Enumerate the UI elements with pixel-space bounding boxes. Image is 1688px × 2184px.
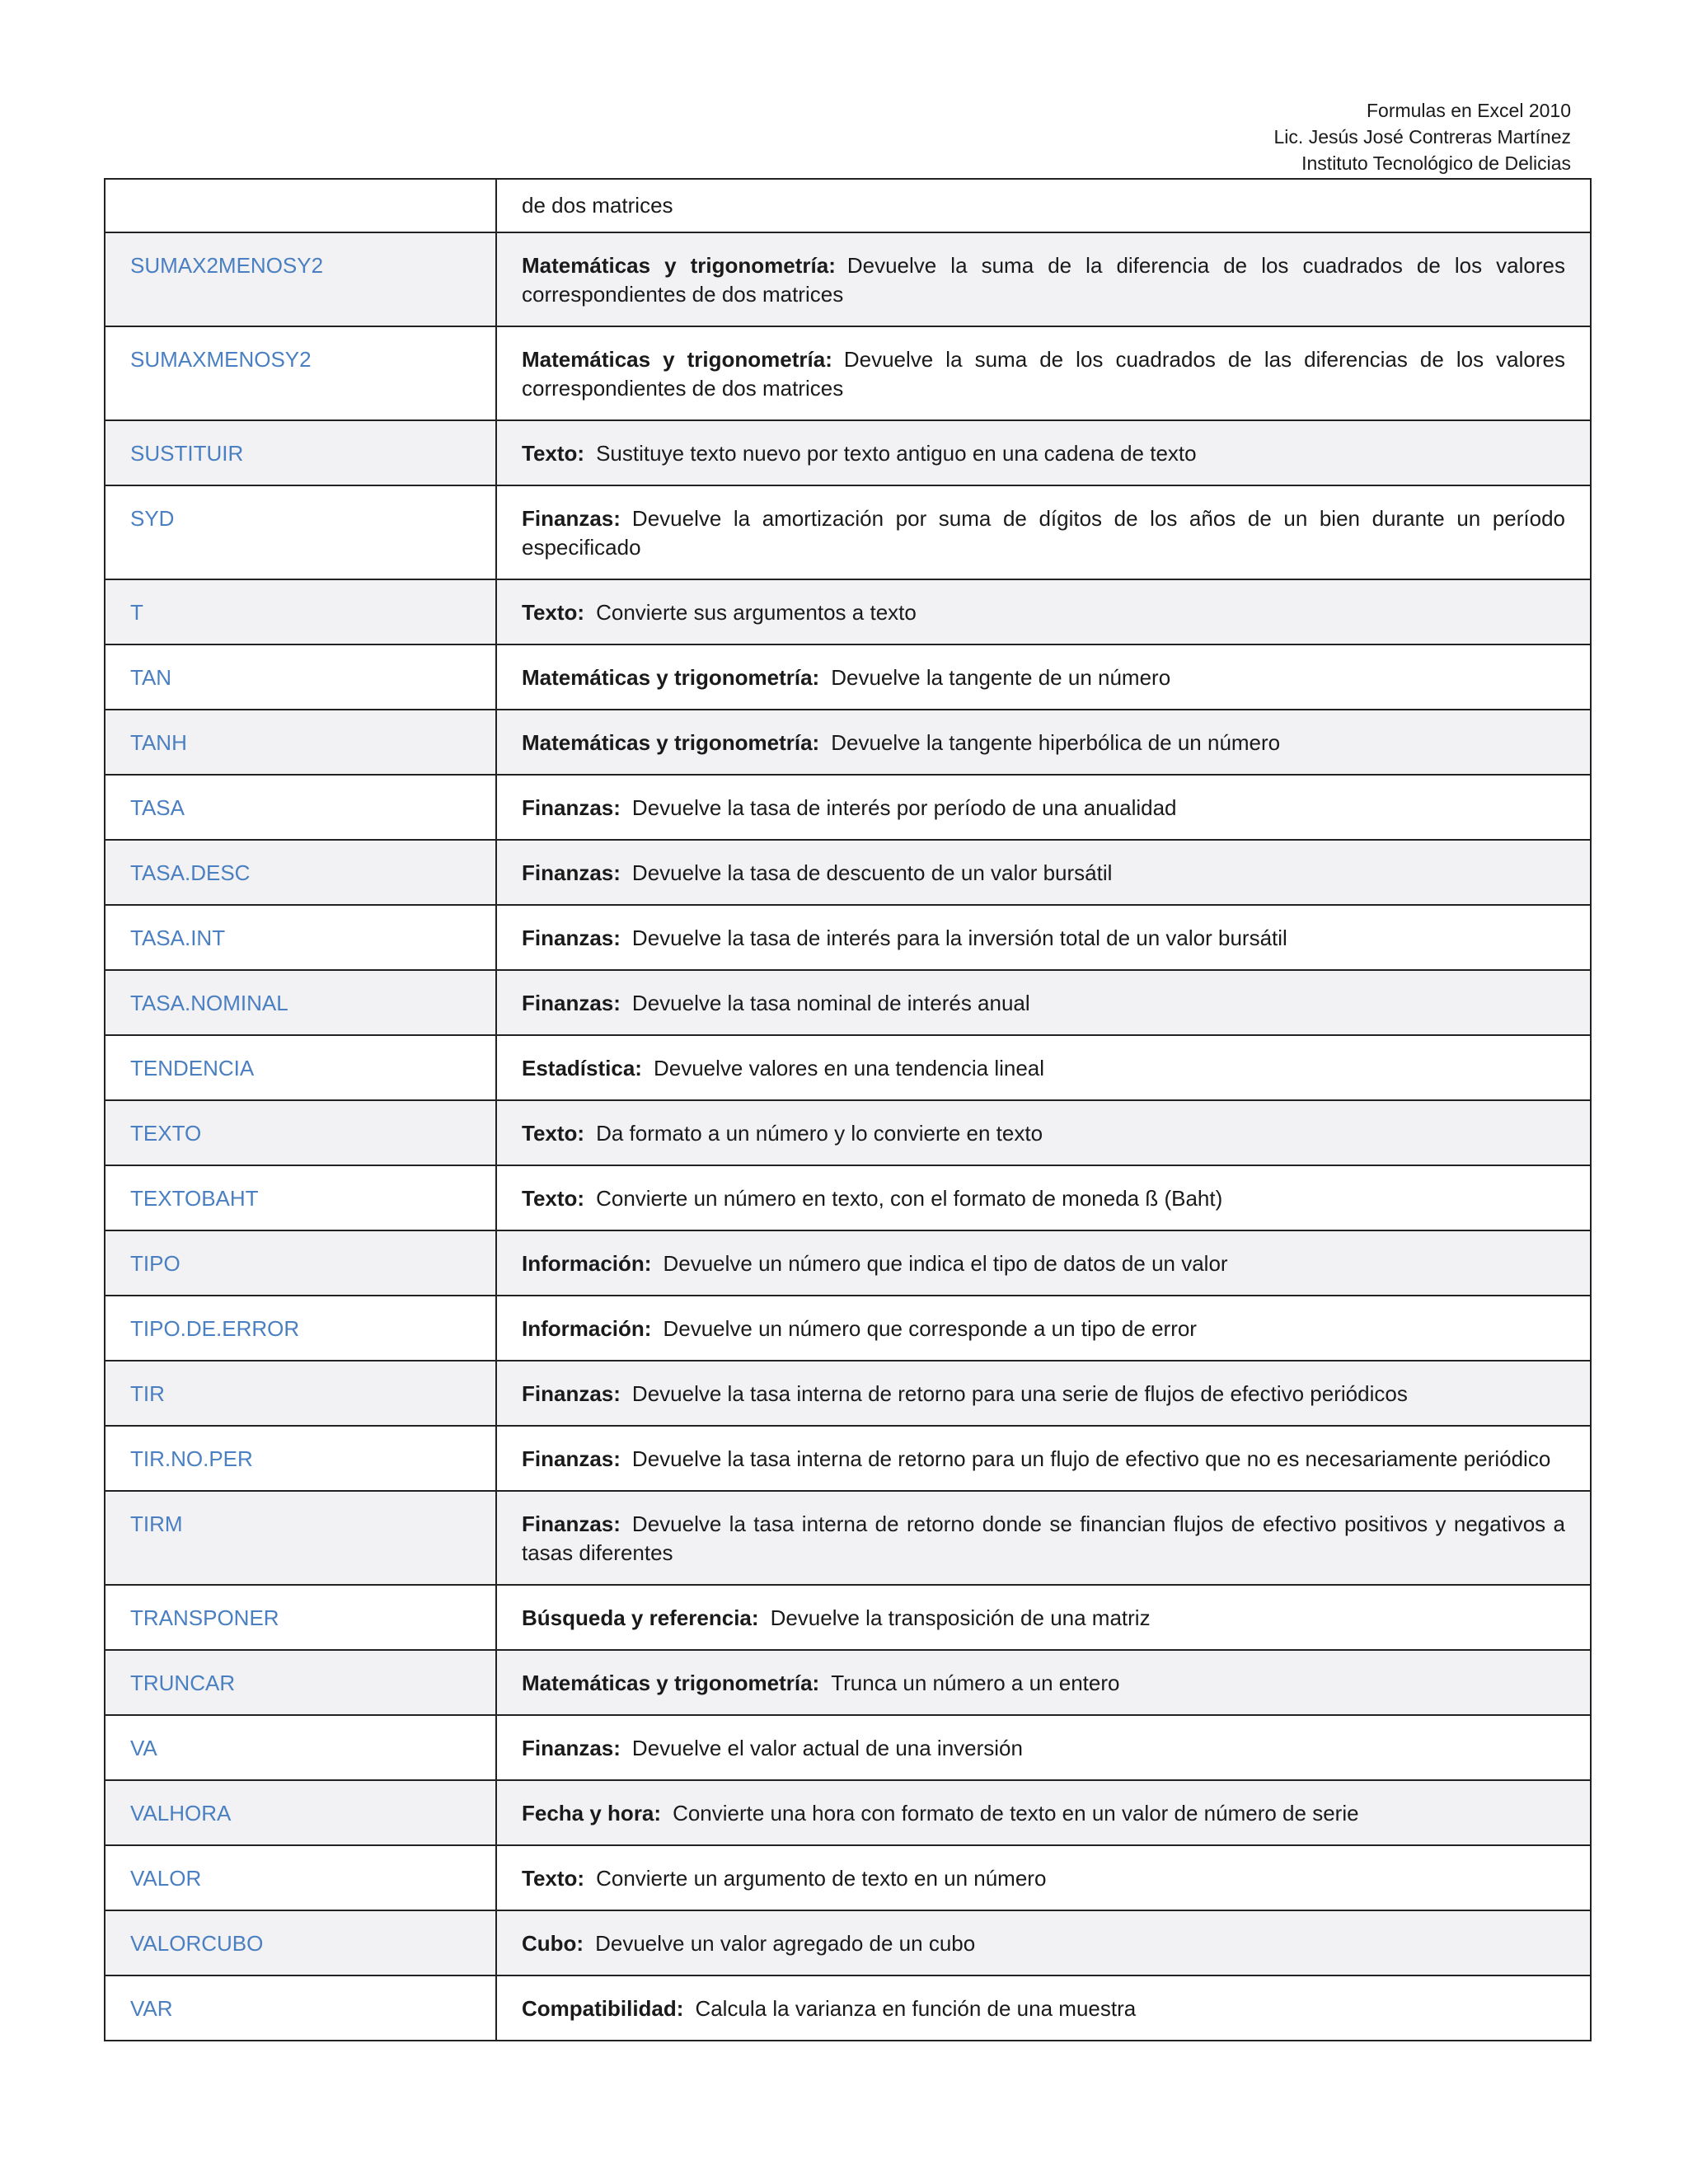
function-name-link[interactable]: TIR.NO.PER [105, 1426, 496, 1491]
function-name-link[interactable]: SUMAX2MENOSY2 [105, 232, 496, 326]
table-row [105, 1780, 1591, 1845]
function-description-cell [496, 840, 1591, 905]
description-text: Devuelve el valor actual de una inversión [631, 1736, 1023, 1760]
function-description-cell [496, 1230, 1591, 1296]
description-text: Sustituye texto nuevo por texto antiguo en una cadena de texto [596, 441, 1197, 466]
function-description-cell [496, 1491, 1591, 1585]
function-category: Finanzas: [522, 926, 621, 950]
function-category: Fecha y hora: [522, 1801, 662, 1825]
function-description-cell [496, 1165, 1591, 1230]
function-category: Información: [522, 1251, 652, 1276]
function-description-cell [496, 579, 1591, 644]
description-text: Devuelve la tasa de interés para la inversión total de un valor bursátil [631, 926, 1287, 950]
header-institution: Instituto Tecnológico de Delicias [1301, 152, 1571, 174]
function-category: Matemáticas y trigonometría: [522, 665, 820, 690]
function-category: Búsqueda y referencia: [522, 1605, 759, 1630]
function-name-link[interactable]: TASA.DESC [105, 840, 496, 905]
function-category: Finanzas: [522, 1511, 621, 1536]
function-description-cell [496, 1845, 1591, 1910]
function-name-link[interactable]: TIPO [105, 1230, 496, 1296]
description-text: Devuelve un número que indica el tipo de datos de un valor [663, 1251, 1228, 1276]
table-row [105, 1585, 1591, 1650]
description-text: Devuelve un valor agregado de un cubo [595, 1931, 976, 1956]
function-name-link[interactable]: TASA.NOMINAL [105, 970, 496, 1035]
description-text: Convierte un argumento de texto en un número [596, 1866, 1047, 1891]
table-row [105, 1910, 1591, 1975]
function-description-cell [496, 420, 1591, 485]
function-name-link[interactable]: VALHORA [105, 1780, 496, 1845]
functions-table [104, 178, 1592, 2041]
function-category: Finanzas: [522, 1381, 621, 1406]
description-text: Devuelve la transposición de una matriz [770, 1605, 1151, 1630]
function-name-link[interactable]: SYD [105, 485, 496, 579]
function-category: Texto: [522, 1866, 585, 1891]
function-name-link[interactable]: TASA.INT [105, 905, 496, 970]
function-name-link[interactable]: TENDENCIA [105, 1035, 496, 1100]
function-description-cell [496, 1650, 1591, 1715]
table-row [105, 1230, 1591, 1296]
function-category: Estadística: [522, 1056, 642, 1080]
function-description-cell [496, 1426, 1591, 1491]
table-row [105, 840, 1591, 905]
description-text: Devuelve la tasa interna de retorno para una serie de flujos de efectivo periódicos [631, 1381, 1408, 1406]
function-description-cell [496, 1715, 1591, 1780]
function-name-link[interactable]: SUSTITUIR [105, 420, 496, 485]
description-text: Convierte una hora con formato de texto en un valor de número de serie [673, 1801, 1359, 1825]
function-category: Finanzas: [522, 860, 621, 885]
table-row [105, 775, 1591, 840]
function-name-link[interactable]: VAR [105, 1975, 496, 2041]
function-description-cell [496, 1975, 1591, 2041]
table-row [105, 1845, 1591, 1910]
table-row [105, 1361, 1591, 1426]
function-name-link[interactable]: TAN [105, 644, 496, 710]
table-row [105, 579, 1591, 644]
table-row [105, 644, 1591, 710]
description-text: Calcula la varianza en función de una muestra [695, 1996, 1137, 2021]
page-header [1274, 97, 1571, 176]
table-row [105, 970, 1591, 1035]
description-text: Devuelve la tasa de interés por período de una anualidad [631, 795, 1177, 820]
table-row [105, 232, 1591, 326]
description-text: Devuelve la amortización por suma de dígitos de los años de un bien durante un período especificado [522, 506, 1565, 560]
functions-table-body [105, 179, 1591, 2041]
function-description-cell [496, 1035, 1591, 1100]
description-text: de dos matrices [522, 193, 673, 218]
function-name-link[interactable]: TASA [105, 775, 496, 840]
function-name-link[interactable]: TIRM [105, 1491, 496, 1585]
function-category: Finanzas: [522, 795, 621, 820]
table-row [105, 420, 1591, 485]
description-text: Devuelve la tasa interna de retorno donde se financian flujos de efectivo positivos y negativos a tasas diferentes [522, 1511, 1565, 1565]
description-text: Devuelve la suma de la diferencia de los cuadrados de los valores correspondientes de dos matrices [522, 253, 1565, 307]
function-category: Matemáticas y trigonometría: [522, 347, 832, 372]
function-category: Matemáticas y trigonometría: [522, 253, 836, 278]
function-name-link[interactable]: TANH [105, 710, 496, 775]
header-document-title: Formulas en Excel 2010 [1366, 100, 1571, 121]
function-description-cell [496, 326, 1591, 420]
function-category: Cubo: [522, 1931, 584, 1956]
function-category: Texto: [522, 1186, 585, 1211]
description-text: Devuelve la tasa interna de retorno para un flujo de efectivo que no es necesariamente periódico [631, 1446, 1551, 1471]
function-category: Finanzas: [522, 991, 621, 1015]
description-text: Devuelve la tasa de descuento de un valor bursátil [631, 860, 1113, 885]
table-row [105, 1165, 1591, 1230]
function-description-cell [496, 1361, 1591, 1426]
table-row [105, 1296, 1591, 1361]
function-category: Matemáticas y trigonometría: [522, 1671, 820, 1695]
function-name-link[interactable]: VA [105, 1715, 496, 1780]
function-name-link[interactable]: T [105, 579, 496, 644]
function-category: Finanzas: [522, 506, 621, 531]
table-row [105, 710, 1591, 775]
function-description-cell [496, 905, 1591, 970]
function-category: Texto: [522, 441, 585, 466]
description-text: Devuelve valores en una tendencia lineal [653, 1056, 1045, 1080]
header-author: Lic. Jesús José Contreras Martínez [1273, 126, 1571, 148]
table-row [105, 326, 1591, 420]
function-description-cell [496, 232, 1591, 326]
function-category: Finanzas: [522, 1446, 621, 1471]
function-name-link[interactable]: VALORCUBO [105, 1910, 496, 1975]
table-row [105, 1100, 1591, 1165]
function-category: Texto: [522, 1121, 585, 1146]
function-name-link[interactable]: TEXTOBAHT [105, 1165, 496, 1230]
function-name-link[interactable]: SUMAXMENOSY2 [105, 326, 496, 420]
function-description-cell [496, 710, 1591, 775]
function-description-cell [496, 970, 1591, 1035]
table-row-continuation [105, 179, 1591, 232]
function-name-link[interactable]: TRUNCAR [105, 1650, 496, 1715]
function-name-link[interactable]: TRANSPONER [105, 1585, 496, 1650]
function-description-cell [496, 179, 1591, 232]
description-text: Da formato a un número y lo convierte en texto [596, 1121, 1043, 1146]
table-row [105, 1975, 1591, 2041]
function-description-cell [496, 1910, 1591, 1975]
function-category: Texto: [522, 600, 585, 625]
function-description-cell [496, 1296, 1591, 1361]
function-name-link[interactable]: TIPO.DE.ERROR [105, 1296, 496, 1361]
function-description-cell [496, 1100, 1591, 1165]
function-category: Compatibilidad: [522, 1996, 684, 2021]
description-text: Devuelve la tasa nominal de interés anual [631, 991, 1030, 1015]
function-description-cell [496, 1780, 1591, 1845]
description-text: Convierte sus argumentos a texto [596, 600, 917, 625]
function-name-link[interactable]: VALOR [105, 1845, 496, 1910]
table-row [105, 485, 1591, 579]
description-text: Convierte un número en texto, con el formato de moneda ß (Baht) [596, 1186, 1223, 1211]
table-row [105, 1491, 1591, 1585]
function-name-cell [105, 179, 496, 232]
function-description-cell [496, 644, 1591, 710]
description-text: Devuelve la suma de los cuadrados de las diferencias de los valores correspondientes de dos matrices [522, 347, 1565, 401]
function-description-cell [496, 1585, 1591, 1650]
function-name-link[interactable]: TIR [105, 1361, 496, 1426]
description-text: Devuelve un número que corresponde a un tipo de error [663, 1316, 1197, 1341]
description-text: Devuelve la tangente de un número [831, 665, 1171, 690]
function-category: Matemáticas y trigonometría: [522, 730, 820, 755]
table-row [105, 905, 1591, 970]
description-text: Devuelve la tangente hiperbólica de un número [831, 730, 1281, 755]
table-row [105, 1426, 1591, 1491]
function-category: Información: [522, 1316, 652, 1341]
table-row [105, 1035, 1591, 1100]
function-description-cell [496, 775, 1591, 840]
function-category: Finanzas: [522, 1736, 621, 1760]
table-row [105, 1715, 1591, 1780]
description-text: Trunca un número a un entero [831, 1671, 1120, 1695]
function-description-cell [496, 485, 1591, 579]
table-row [105, 1650, 1591, 1715]
function-name-link[interactable]: TEXTO [105, 1100, 496, 1165]
